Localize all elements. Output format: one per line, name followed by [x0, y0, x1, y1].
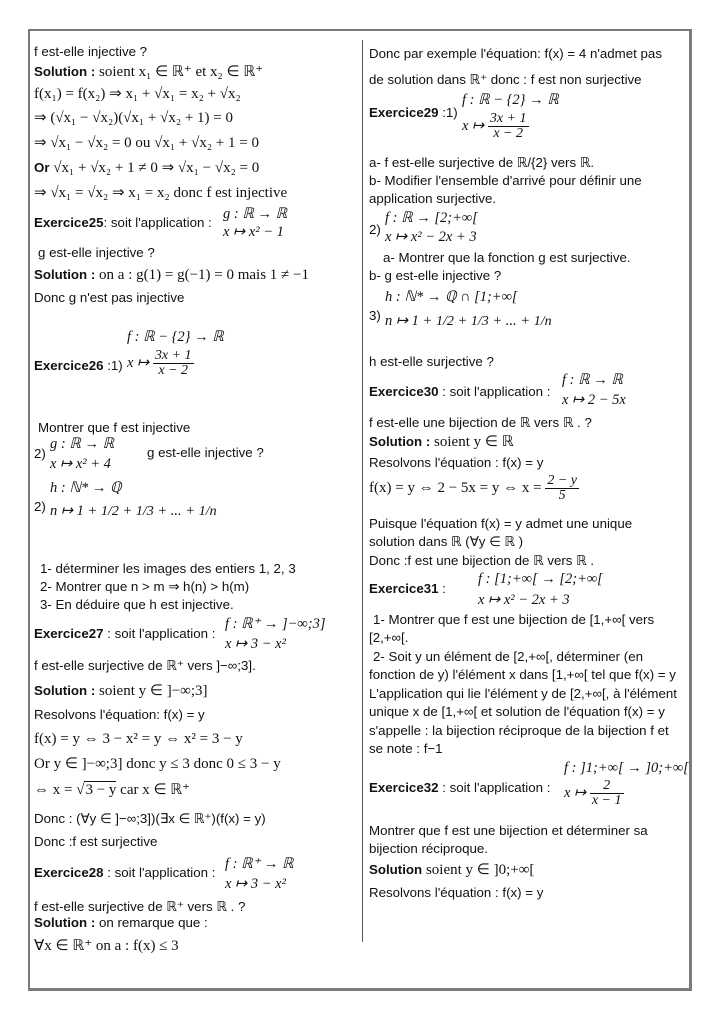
fraction-numerator: 3x + 1: [154, 348, 192, 363]
subquestion: 3- En déduire que h est injective.: [40, 597, 234, 612]
exercise-intro: :: [438, 581, 446, 596]
part-number: 3): [369, 308, 381, 323]
sum-term-text: 1/n: [198, 503, 217, 519]
solution-label: Solution :: [34, 915, 96, 930]
fraction: [545, 474, 579, 503]
solution-line: [369, 862, 534, 878]
conclusion-line: Donc :f est surjective: [34, 834, 158, 849]
mapping-definition: f : ℝ⁺ → ]−∞;3]: [225, 616, 326, 632]
sum-mapping: n ↦ 1 + 1/2 + 1/3 + ... + 1/n: [50, 503, 217, 519]
exercise-intro: :1): [438, 105, 458, 120]
mapping-definition: f : ℝ − {2} → ℝ: [127, 329, 224, 345]
mapping-rule: [462, 112, 529, 141]
equation: f(x₁) = f(x₂) ⇒ x₁ + √x₁ = x₂ + √x₂: [34, 86, 241, 102]
exercise-heading: [369, 105, 458, 121]
equation: ∀x ∈ ℝ⁺ on a : f(x) ≤ 3: [34, 938, 179, 954]
solution-line: [34, 267, 309, 283]
mapping-rule: x ↦ 3 − x²: [225, 876, 286, 892]
solution-text: on remarque que :: [95, 915, 208, 930]
mapping-prefix: n ↦ 1 +: [385, 313, 433, 329]
mapping-rule: [127, 349, 194, 378]
equation: ⇒ √x₁ − √x₂ = 0 ou √x₁ + √x₂ + 1 = 0: [34, 135, 259, 151]
solution-label: Solution :: [34, 64, 96, 79]
or-label: Or: [34, 160, 50, 175]
question-line: g est-elle injective ?: [38, 245, 155, 260]
sum-term-text: 1/3: [470, 313, 489, 329]
exercise-heading: [34, 215, 212, 231]
text-line: Puisque l'équation f(x) = y admet une unique: [369, 516, 633, 531]
subquestion: 2- Soit y un élément de [2,+∞[, déterminer (en: [373, 649, 644, 664]
exercise-heading: [34, 626, 215, 642]
mapping-definition: g : ℝ → ℝ: [223, 206, 288, 222]
solution-text: soient y ∈ ℝ: [430, 434, 514, 450]
exercise-label: Exercice25: [34, 215, 104, 230]
fraction-numerator: 3x + 1: [489, 111, 527, 126]
mapping-definition: f : ℝ⁺ → ℝ: [225, 856, 294, 872]
fraction: [488, 112, 529, 141]
equation: ⇒ (√x₁ − √x₂)(√x₁ + √x₂ + 1) = 0: [34, 110, 233, 126]
exercise-intro: : soit l'application :: [438, 384, 551, 399]
equation: [34, 160, 259, 176]
equation: f(x) = y ⇔ 3 − x² = y ⇔ x² = 3 − y: [34, 731, 243, 747]
equation: ⇔ x = √3 − y car x ∈ ℝ⁺: [34, 782, 191, 798]
fraction: [153, 349, 194, 378]
solution-line: [34, 683, 208, 699]
mapping-definition: f : ]1;+∞[ → ]0;+∞[: [564, 760, 689, 776]
text-line: se note : f−1: [369, 741, 443, 756]
sum-term: [136, 504, 154, 520]
mapping-definition: f : ℝ → ℝ: [562, 372, 623, 388]
equation-suffix: car x ∈ ℝ⁺: [116, 782, 191, 798]
solution-line: [34, 915, 208, 931]
square-root-radicand: 3 − y: [85, 782, 117, 798]
equation: ⇒ √x₁ = √x₂ ⇒ x₁ = x₂ donc f est injective: [34, 185, 288, 201]
solution-text: on a : g(1) = g(−1) = 0 mais 1 ≠ −1: [95, 267, 310, 283]
sum-mapping: n ↦ 1 + 1/2 + 1/3 + ... + 1/n: [385, 313, 552, 329]
exercise-label: Exercice28: [34, 865, 104, 880]
fraction-denominator: x − 2: [158, 363, 189, 378]
exercise-label: Exercice31: [369, 581, 439, 596]
mapping-definition: f : ℝ → [2;+∞[: [385, 210, 478, 226]
mapping-prefix: n ↦ 1 +: [50, 503, 98, 519]
part-number: 2): [34, 446, 46, 461]
exercise-label: Exercice32: [369, 780, 439, 795]
conclusion-line: Donc : (∀y ∈ ]−∞;3])(∃x ∈ ℝ⁺)(f(x) = y): [34, 811, 266, 826]
sum-dots: + ... +: [492, 313, 531, 329]
mapping-definition: f : [1;+∞[ → [2;+∞[: [478, 571, 603, 587]
equation: [369, 474, 579, 503]
fraction-denominator: x − 1: [591, 793, 622, 808]
question-line: bijection réciproque.: [369, 841, 489, 856]
exercise-label: Exercice26: [34, 358, 104, 373]
text-line: unique x de [1,+∞[ et solution de l'équation f(x) = y: [369, 704, 665, 719]
question-line: g est-elle injective ?: [147, 445, 264, 460]
fraction: [590, 779, 624, 808]
text-line: Donc par exemple l'équation: f(x) = 4 n'admet pas: [369, 46, 662, 61]
solution-line: [34, 64, 263, 80]
solution-text: soient y ∈ ]0;+∞[: [422, 862, 535, 878]
subquestion: a- f est-elle surjective de ℝ/{2} vers ℝ.: [369, 155, 595, 170]
exercise-intro: : soit l'application :: [103, 626, 216, 641]
text-line: solution dans ℝ (∀y ∈ ℝ ): [369, 534, 524, 549]
question-line: f est-elle injective ?: [34, 44, 148, 59]
instruction-line: Resolvons l'équation: f(x) = y: [34, 707, 205, 722]
subquestion: [2,+∞[.: [369, 630, 409, 645]
instruction-line: Resolvons l'équation : f(x) = y: [369, 885, 544, 900]
solution-label: Solution :: [369, 434, 431, 449]
exercise-heading: [369, 780, 550, 796]
sum-term-text: 1/2: [435, 313, 454, 329]
instruction-line: Resolvons l'équation : f(x) = y: [369, 455, 544, 470]
equation-prefix: ⇔ x =: [34, 782, 77, 798]
subquestion: application surjective.: [369, 191, 497, 206]
sum-term-text: 1/2: [100, 503, 119, 519]
mapping-rule: x ↦ x² − 1: [223, 224, 284, 240]
text-line: s'appelle : la bijection réciproque de la bijection f et: [369, 723, 669, 738]
question-line: Montrer que f est une bijection et déterminer sa: [369, 823, 648, 838]
mapping-rule: [564, 779, 624, 808]
mapping-rule: x ↦ x² − 2x + 3: [478, 592, 570, 608]
subquestion: 1- Montrer que f est une bijection de [1,+∞[ vers: [373, 612, 655, 627]
fraction-denominator: 5: [558, 488, 566, 503]
mapping-rule: x ↦ 3 − x²: [225, 636, 286, 652]
solution-text: soient x₁ ∈ ℝ⁺ et x₂ ∈ ℝ⁺: [95, 64, 264, 80]
fraction-numerator: 2: [590, 779, 624, 794]
sum-term: [101, 504, 119, 520]
subquestion: b- g est-elle injective ?: [369, 268, 502, 283]
solution-label: Solution :: [34, 683, 96, 698]
mapping-rule: x ↦ x² + 4: [50, 456, 111, 472]
fraction-numerator: 2 − y: [547, 473, 577, 488]
question-line: h est-elle surjective ?: [369, 354, 494, 369]
exercise-intro: : soit l'application :: [103, 215, 212, 230]
equation-prefix: f(x) = y ⇔ 2 − 5x = y ⇔ x =: [369, 479, 542, 496]
subquestion: 2- Montrer que n > m ⇒ h(n) > h(m): [40, 579, 250, 594]
sum-term: [471, 314, 489, 330]
sum-term: [436, 314, 454, 330]
mapping-definition: g : ℝ → ℝ: [50, 436, 115, 452]
sum-term: [534, 314, 552, 330]
sum-dots: + ... +: [157, 503, 196, 519]
exercise-heading: [369, 581, 446, 597]
mapping-prefix: x ↦: [127, 354, 150, 371]
exercise-intro: :1): [103, 358, 123, 373]
subquestion: b- Modifier l'ensemble d'arrivé pour définir une: [369, 173, 642, 188]
fraction-denominator: x − 2: [493, 126, 524, 141]
solution-label: Solution: [369, 862, 423, 877]
solution-label: Solution :: [34, 267, 96, 282]
sum-term: [199, 504, 217, 520]
mapping-rule: x ↦ x² − 2x + 3: [385, 229, 477, 245]
sum-term-text: 1/n: [533, 313, 552, 329]
exercise-intro: : soit l'application :: [438, 780, 551, 795]
exercise-heading: [34, 358, 123, 374]
mapping-definition: f : ℝ − {2} → ℝ: [462, 92, 559, 108]
question-line: f est-elle une bijection de ℝ vers ℝ . ?: [369, 415, 592, 430]
subquestion: 1- déterminer les images des entiers 1, 2, 3: [40, 561, 296, 576]
mapping-rule: x ↦ 2 − 5x: [562, 392, 626, 408]
exercise-heading: [34, 865, 215, 881]
question-line: f est-elle surjective de ℝ⁺ vers ℝ . ?: [34, 899, 246, 914]
mapping-definition: h : ℕ* → ℚ: [50, 480, 122, 496]
solution-text: soient y ∈ ]−∞;3]: [95, 683, 208, 699]
part-number: 2): [34, 499, 46, 514]
exercise-label: Exercice27: [34, 626, 104, 641]
solution-line: [369, 434, 514, 450]
equation-text: √x₁ + √x₂ + 1 ≠ 0 ⇒ √x₁ − √x₂ = 0: [49, 160, 260, 176]
text-line: L'application qui lie l'élément y de [2,+∞[, à l'élément: [369, 686, 677, 701]
sum-term-text: 1/3: [135, 503, 154, 519]
conclusion-line: Donc g n'est pas injective: [34, 290, 185, 305]
subquestion: a- Montrer que la fonction g est surjective.: [383, 250, 631, 265]
conclusion-line: Donc :f est une bijection de ℝ vers ℝ .: [369, 553, 595, 568]
mapping-definition: h : ℕ* → ℚ ∩ [1;+∞[: [385, 289, 518, 305]
exercise-intro: : soit l'application :: [103, 865, 216, 880]
mapping-prefix: x ↦: [462, 117, 485, 134]
mapping-prefix: x ↦: [564, 784, 587, 801]
part-number: 2): [369, 222, 381, 237]
equation: Or y ∈ ]−∞;3] donc y ≤ 3 donc 0 ≤ 3 − y: [34, 756, 281, 772]
text-line: fonction de y) l'élément x dans [1,+∞[ tel que f(x) = y: [369, 667, 676, 682]
exercise-heading: [369, 384, 550, 400]
text-line: de solution dans ℝ⁺ donc : f est non surjective: [369, 72, 642, 87]
question-line: Montrer que f est injective: [38, 420, 191, 435]
exercise-label: Exercice29: [369, 105, 439, 120]
exercise-label: Exercice30: [369, 384, 439, 399]
column-divider: [362, 40, 363, 942]
question-line: f est-elle surjective de ℝ⁺ vers ]−∞;3].: [34, 658, 256, 673]
